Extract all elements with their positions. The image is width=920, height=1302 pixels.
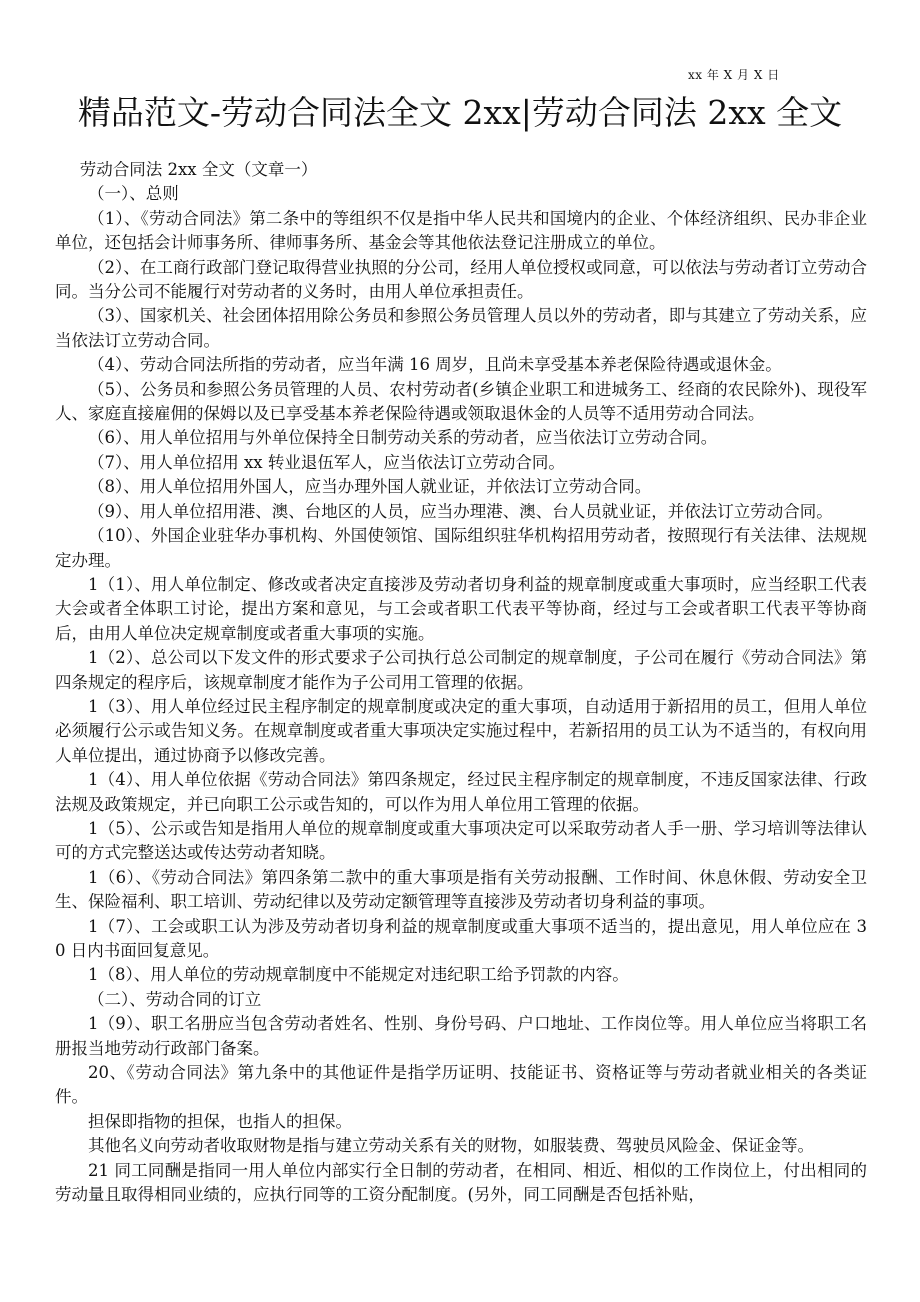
section-heading: （一）、总则 (88, 184, 179, 204)
paragraph: 20、《劳动合同法》第九条中的其他证件是指学历证明、技能证书、资格证等与劳动者就业相关的各类证件。 (55, 1063, 867, 1107)
paragraph: 1（2）、总公司以下发文件的形式要求子公司执行总公司制定的规章制度，子公司在履行《劳动合同法》第四条规定的程序后，该规章制度才能作为子公司用工管理的依据。 (55, 648, 867, 692)
paragraph: 担保即指物的担保，也指人的担保。 (88, 1111, 352, 1131)
paragraph: 1（3）、用人单位经过民主程序制定的规章制度或决定的重大事项，自动适用于新招用的员工，但用人单位必须履行公示或告知义务。在规章制度或者重大事项决定实施过程中，若新招用的员工认为不适当的，有权向用人单位提出，通过协商予以修改完善。 (55, 696, 867, 765)
paragraph: （8）、用人单位招用外国人，应当办理外国人就业证，并依法订立劳动合同。 (88, 477, 652, 497)
section-heading: （二）、劳动合同的订立 (88, 989, 262, 1009)
article-subtitle: 劳动合同法 2xx 全文（文章一） (79, 160, 318, 179)
paragraph: 1（1）、用人单位制定、修改或者决定直接涉及劳动者切身利益的规章制度或重大事项时，应当经职工代表大会或者全体职工讨论，提出方案和意见，与工会或者职工代表平等协商，经过与工会或者职工代表平等协商后，由用人单位决定规章制度或者重大事项的实施。 (55, 574, 867, 643)
document-title: 精品范文-劳动合同法全文 2xx|劳动合同法 2xx 全文 (77, 93, 843, 132)
document-body (55, 158, 867, 1207)
paragraph: 1（5）、公示或告知是指用人单位的规章制度或重大事项决定可以采取劳动者人手一册、学习培训等法律认可的方式完整送达或传达劳动者知晓。 (55, 818, 867, 863)
paragraph: （10）、外国企业驻华办事机构、外国使领馆、国际组织驻华机构招用劳动者，按照现行有关法律、法规规定办理。 (55, 526, 867, 570)
paragraph: （2）、在工商行政部门登记取得营业执照的分公司，经用人单位授权或同意，可以依法与劳动者订立劳动合同。当分公司不能履行对劳动者的义务时，由用人单位承担责任。 (55, 257, 867, 302)
paragraph: 21 同工同酬是指同一用人单位内部实行全日制的劳动者，在相同、相近、相似的工作岗位上，付出相同的劳动量且取得相同业绩的，应执行同等的工资分配制度。(另外，同工同酬是否包括补贴， (55, 1160, 867, 1205)
paragraph: （5）、公务员和参照公务员管理的人员、农村劳动者(乡镇企业职工和进城务工、经商的农民除外)、现役军人、家庭直接雇佣的保姆以及已享受基本养老保险待遇或领取退休金的人员等不适用劳动合同法。 (55, 379, 867, 424)
paragraph: （9）、用人单位招用港、澳、台地区的人员，应当办理港、澳、台人员就业证，并依法订立劳动合同。 (88, 501, 833, 521)
paragraph: （3）、国家机关、社会团体招用除公务员和参照公务员管理人员以外的劳动者，即与其建立了劳动关系，应当依法订立劳动合同。 (55, 306, 867, 350)
paragraph: 1（4）、用人单位依据《劳动合同法》第四条规定，经过民主程序制定的规章制度，不违反国家法律、行政法规及政策规定，并已向职工公示或告知的，可以作为用人单位用工管理的依据。 (55, 770, 867, 814)
document-date: xx 年 X 月 X 日 (688, 68, 780, 82)
paragraph: 1（6）、《劳动合同法》第四条第二款中的重大事项是指有关劳动报酬、工作时间、休息休假、劳动安全卫生、保险福利、职工培训、劳动纪律以及劳动定额管理等直接涉及劳动者切身利益的事项。 (55, 867, 867, 912)
paragraph: （7）、用人单位招用 xx 转业退伍军人，应当依法订立劳动合同。 (88, 452, 565, 472)
paragraph: 1（9）、职工名册应当包含劳动者姓名、性别、身份号码、户口地址、工作岗位等。用人单位应当将职工名册报当地劳动行政部门备案。 (55, 1014, 867, 1058)
paragraph: （1）、《劳动合同法》第二条中的等组织不仅是指中华人民共和国境内的企业、个体经济组织、民办非企业单位，还包括会计师事务所、律师事务所、基金会等其他依法登记注册成立的单位。 (55, 208, 867, 253)
paragraph: 其他名义向劳动者收取财物是指与建立劳动关系有关的财物，如服装费、驾驶员风险金、保证金等。 (88, 1136, 814, 1156)
paragraph: 1（8）、用人单位的劳动规章制度中不能规定对违纪职工给予罚款的内容。 (88, 965, 629, 985)
paragraph: （6）、用人单位招用与外单位保持全日制劳动关系的劳动者，应当依法订立劳动合同。 (88, 428, 718, 448)
paragraph: 1（7）、工会或职工认为涉及劳动者切身利益的规章制度或重大事项不适当的，提出意见，用人单位应在 30 日内书面回复意见。 (55, 916, 867, 960)
paragraph: （4）、劳动合同法所指的劳动者，应当年满 16 周岁，且尚未享受基本养老保险待遇或退休金。 (88, 355, 782, 375)
